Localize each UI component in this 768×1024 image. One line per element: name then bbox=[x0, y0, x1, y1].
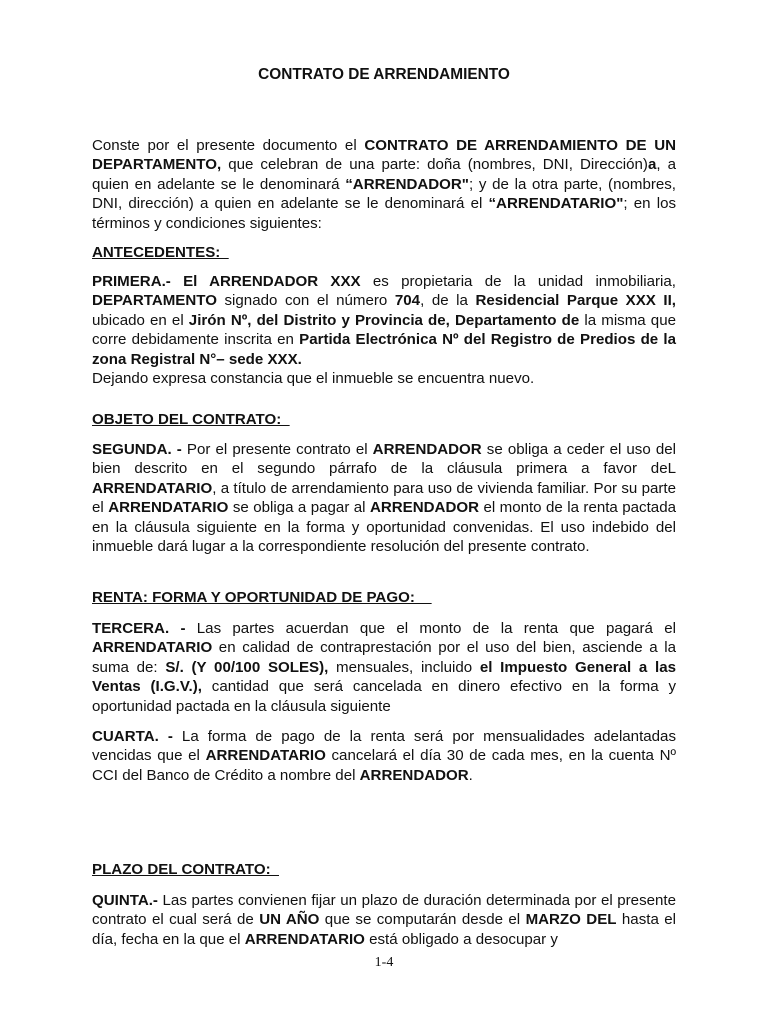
bold-text-run: ARRENDATARIO bbox=[92, 639, 213, 657]
bold-text-run: MARZO DEL bbox=[525, 911, 617, 929]
bold-text-run: QUINTA.- bbox=[92, 892, 158, 909]
clause-segunda bbox=[92, 440, 676, 556]
bold-text-run: ARRENDADOR bbox=[369, 499, 479, 517]
bold-text-run: ARRENDATARIO bbox=[244, 930, 365, 948]
text-run: que se computarán desde el bbox=[319, 911, 526, 929]
clause-primera bbox=[92, 272, 676, 388]
text-run: que celebran de una parte: doña (nombres, DNI, Dirección) bbox=[221, 156, 648, 174]
intro-paragraph bbox=[92, 136, 676, 233]
bold-text-run: Jirón Nº, del Distrito y Provincia de, Departamento de bbox=[188, 311, 580, 329]
bold-text-run: “ARRENDATARIO" bbox=[488, 195, 624, 213]
bold-text-run: S/. (Y 00/100 SOLES), bbox=[165, 658, 329, 676]
text-run: la misma que corre debidamente inscrita en bbox=[92, 311, 676, 349]
text-run: está obligado a desocupar y bbox=[364, 930, 558, 948]
text-run: , a título de arrendamiento para uso de vivienda familiar. Por su parte el bbox=[92, 479, 676, 517]
text-run: ; y de la otra parte, (nombres, DNI, dirección) a quien en adelante se le denominará el bbox=[92, 175, 676, 213]
text-run: cancelará el día 30 de cada mes, en la cuenta Nº CCI del Banco de Crédito a nombre del bbox=[92, 747, 676, 784]
page-number: 1-4 bbox=[374, 955, 394, 970]
text-run: ; en los términos y condiciones siguientes: bbox=[92, 195, 677, 232]
text-run: en calidad de contraprestación por el uso del bien, asciende a la suma de: bbox=[92, 639, 676, 676]
bold-text-run: 704 bbox=[394, 292, 421, 310]
bold-text-run: UN AÑO bbox=[259, 911, 320, 929]
bold-text-run: Residencial Parque XXX II, bbox=[475, 292, 676, 310]
text-run: . bbox=[468, 766, 473, 784]
bold-text-run: ARRENDADOR bbox=[372, 441, 482, 458]
bold-text-run: CUARTA. - bbox=[92, 728, 173, 745]
text-run: se obliga a pagar al bbox=[228, 499, 370, 517]
text-run: Dejando expresa constancia que el inmueble se encuentra nuevo. bbox=[92, 370, 535, 388]
text-run: Las partes acuerdan que el monto de la renta que pagará el bbox=[185, 620, 676, 637]
clause-quinta bbox=[92, 891, 676, 949]
bold-text-run: SEGUNDA. - bbox=[92, 441, 182, 458]
bold-text-run: “ARRENDADOR" bbox=[345, 175, 469, 193]
bold-text-run: ARRENDATARIO bbox=[92, 479, 213, 497]
bold-text-run: el Impuesto General a las Ventas (I.G.V.), bbox=[92, 658, 677, 696]
section-heading-antecedentes: ANTECEDENTES: bbox=[92, 244, 229, 261]
clause-cuarta bbox=[92, 727, 676, 785]
section-heading-renta: RENTA: FORMA Y OPORTUNIDAD DE PAGO: bbox=[92, 589, 432, 606]
text-run: signado con el número bbox=[216, 292, 395, 310]
bold-text-run: a bbox=[647, 156, 657, 174]
text-run: el monto de la renta pactada en la cláusula siguiente en la forma y oportunidad convenidas. El uso indebido del inmueble dará lugar a la correspondiente resolución del presente contrato. bbox=[92, 499, 676, 556]
bold-text-run: TERCERA. - bbox=[92, 620, 186, 637]
bold-text-run: Partida Electrónica Nº del Registro de Predios de la zona Registral N°– sede XXX. bbox=[92, 331, 676, 368]
bold-text-run: ARRENDATARIO bbox=[108, 499, 229, 517]
section-heading-objeto: OBJETO DEL CONTRATO: bbox=[92, 411, 290, 428]
text-run: hasta el día, fecha en la que el bbox=[92, 911, 676, 948]
text-run: , de la bbox=[420, 292, 476, 310]
text-run: Por el presente contrato el bbox=[181, 441, 373, 458]
text-run: , a quien en adelante se le denominará bbox=[92, 156, 676, 193]
bold-text-run: ARRENDADOR bbox=[359, 766, 469, 784]
text-run: cantidad que será cancelada en dinero efectivo en la forma y oportunidad pactada en la cláusula siguiente bbox=[92, 678, 676, 715]
text-run: se obliga a ceder el uso del bien descrito en el segundo párrafo de la cláusula primera a favor deL bbox=[92, 441, 676, 478]
document-title: CONTRATO DE ARRENDAMIENTO bbox=[258, 66, 510, 83]
bold-text-run: PRIMERA.- El ARRENDADOR XXX bbox=[92, 273, 361, 290]
text-run: ubicado en el bbox=[92, 311, 189, 329]
text-run: es propietaria de la unidad inmobiliaria, bbox=[360, 273, 676, 290]
text-run: Conste por el presente documento el bbox=[92, 137, 365, 154]
bold-text-run: DEPARTAMENTO bbox=[92, 292, 217, 310]
section-heading-plazo: PLAZO DEL CONTRATO: bbox=[92, 861, 279, 878]
clause-tercera bbox=[92, 619, 676, 716]
bold-text-run: CONTRATO DE ARRENDAMIENTO DE UN DEPARTAMENTO, bbox=[92, 137, 677, 174]
text-run: La forma de pago de la renta será por mensualidades adelantadas vencidas que el bbox=[92, 728, 677, 765]
text-run: mensuales, incluido bbox=[328, 658, 480, 676]
text-run: Las partes convienen fijar un plazo de duración determinada por el presente contrato el cual será de bbox=[92, 892, 676, 929]
bold-text-run: ARRENDATARIO bbox=[205, 747, 326, 765]
